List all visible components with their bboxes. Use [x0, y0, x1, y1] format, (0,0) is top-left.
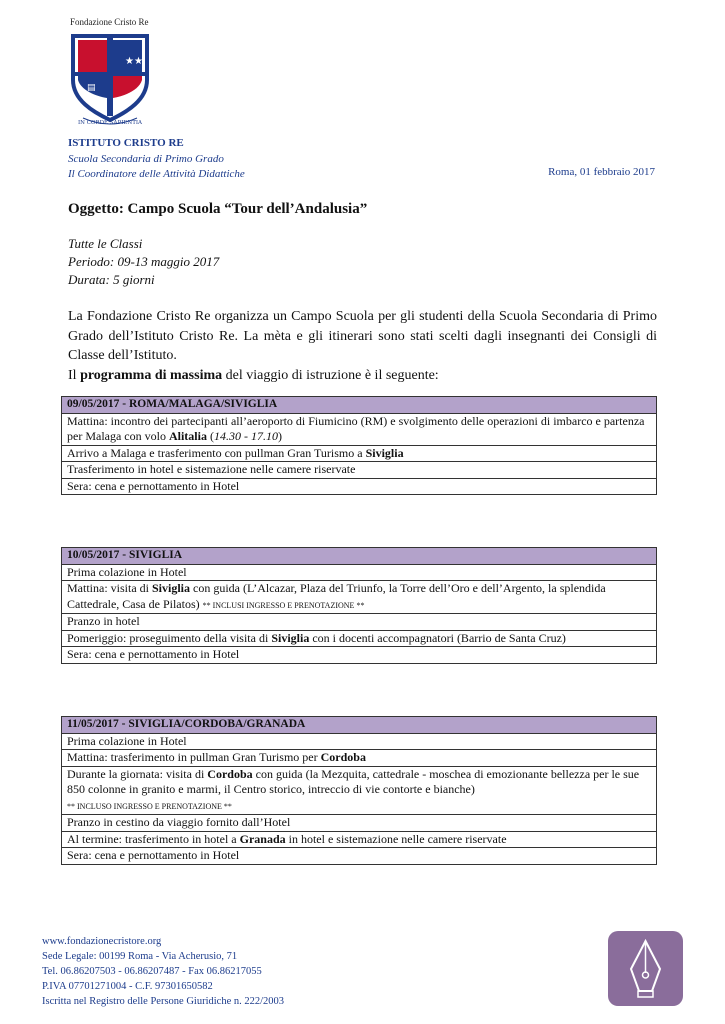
day-row: Durante la giornata: visita di Cordoba con guida (la Mezquita, cattedrale - moschea di emozionante bellezza per le sue 850 colonne in granito e marmi, il Centro storico, intreccio di vie contorte e bianche) ** INCLUSO INGRESSO E PRENOTAZIONE ** — [62, 766, 657, 815]
day-row: Sera: cena e pernottamento in Hotel — [62, 647, 657, 664]
period-line: Periodo: 09-13 maggio 2017 — [68, 254, 220, 269]
day-row: Prima colazione in Hotel — [62, 564, 657, 581]
trip-meta — [68, 235, 219, 289]
day-row: Sera: cena e pernottamento in Hotel — [62, 848, 657, 865]
footer-tax: P.IVA 07701271004 - C.F. 97301650582 — [42, 981, 213, 992]
day-row: Pranzo in hotel — [62, 614, 657, 631]
institute-name: ISTITUTO CRISTO RE — [68, 137, 184, 149]
footer-registry: Iscritta nel Registro delle Persone Giuridiche n. 222/2003 — [42, 996, 285, 1007]
day-row: Arrivo a Malaga e trasferimento con pullman Gran Turismo a Siviglia — [62, 445, 657, 462]
day-row: Mattina: trasferimento in pullman Gran Turismo per Cordoba — [62, 750, 657, 767]
day-row: Al termine: trasferimento in hotel a Granada in hotel e sistemazione nelle camere riservate — [62, 831, 657, 848]
footer-address: Sede Legale: 00199 Roma - Via Acherusio, 71 — [42, 951, 238, 962]
day-row: Mattina: visita di Siviglia con guida (L’Alcazar, Plaza del Triunfo, la Torre dell’Oro e dell’Argento, la splendida Cattedrale, Casa de Pilatos) ** INCLUSI INGRESSO E PRENOTAZIONE ** — [62, 581, 657, 614]
footer-phones: Tel. 06.86207503 - 06.86207487 - Fax 06.86217055 — [42, 966, 262, 977]
intro-paragraph: La Fondazione Cristo Re organizza un Campo Scuola per gli studenti della Scuola Secondaria di Primo Grado dell’Istituto Cristo Re. La mèta e gli itinerari sono stati scelti dagli insegnanti dei Consigli di Classe dell’Istituto. — [68, 309, 657, 363]
day-row: Mattina: incontro dei partecipanti all’aeroporto di Fiumicino (RM) e svolgimento delle operazioni di imbarco e partenza per Malaga con volo Alitalia (14.30 - 17.10) — [62, 413, 657, 445]
duration-line: Durata: 5 giorni — [68, 272, 155, 287]
subject-line: Oggetto: Campo Scuola “Tour dell’Andalusia” — [68, 201, 368, 217]
svg-text:▤: ▤ — [87, 83, 96, 93]
intro-text — [68, 307, 657, 385]
classes-line: Tutte le Classi — [68, 236, 143, 251]
day-row: Pomeriggio: proseguimento della visita di Siviglia con i docenti accompagnatori (Barrio de Santa Cruz) — [62, 630, 657, 647]
fountain-pen-icon — [608, 931, 683, 1006]
day-table-3 — [61, 716, 657, 865]
day-row: Sera: cena e pernottamento in Hotel — [62, 478, 657, 495]
coordinator-line: Il Coordinatore delle Attività Didattiche — [68, 168, 245, 180]
day-heading: 09/05/2017 - ROMA/MALAGA/SIVIGLIA — [62, 397, 657, 414]
day-table-2 — [61, 547, 657, 664]
svg-text:★★: ★★ — [125, 56, 143, 67]
day-heading: 11/05/2017 - SIVIGLIA/CORDOBA/GRANADA — [62, 717, 657, 734]
footer — [42, 934, 284, 1009]
school-crest-icon — [65, 28, 155, 128]
logo-title: Fondazione Cristo Re — [70, 17, 149, 27]
institute-block — [68, 136, 245, 183]
school-line: Scuola Secondaria di Primo Grado — [68, 152, 224, 165]
program-line: Il programma di massima del viaggio di istruzione è il seguente: — [68, 367, 439, 383]
day-row: Trasferimento in hotel e sistemazione nelle camere riservate — [62, 462, 657, 479]
logo-motto: IN CORDE SAPIENTIA — [77, 120, 143, 126]
day-heading: 10/05/2017 - SIVIGLIA — [62, 548, 657, 565]
day-row: Prima colazione in Hotel — [62, 733, 657, 750]
day-table-1 — [61, 396, 657, 495]
letter-date: Roma, 01 febbraio 2017 — [548, 166, 655, 178]
day-row: Pranzo in cestino da viaggio fornito dall’Hotel — [62, 815, 657, 832]
program-bold: programma di massima — [80, 367, 223, 383]
footer-website[interactable]: www.fondazionecristore.org — [42, 936, 162, 947]
